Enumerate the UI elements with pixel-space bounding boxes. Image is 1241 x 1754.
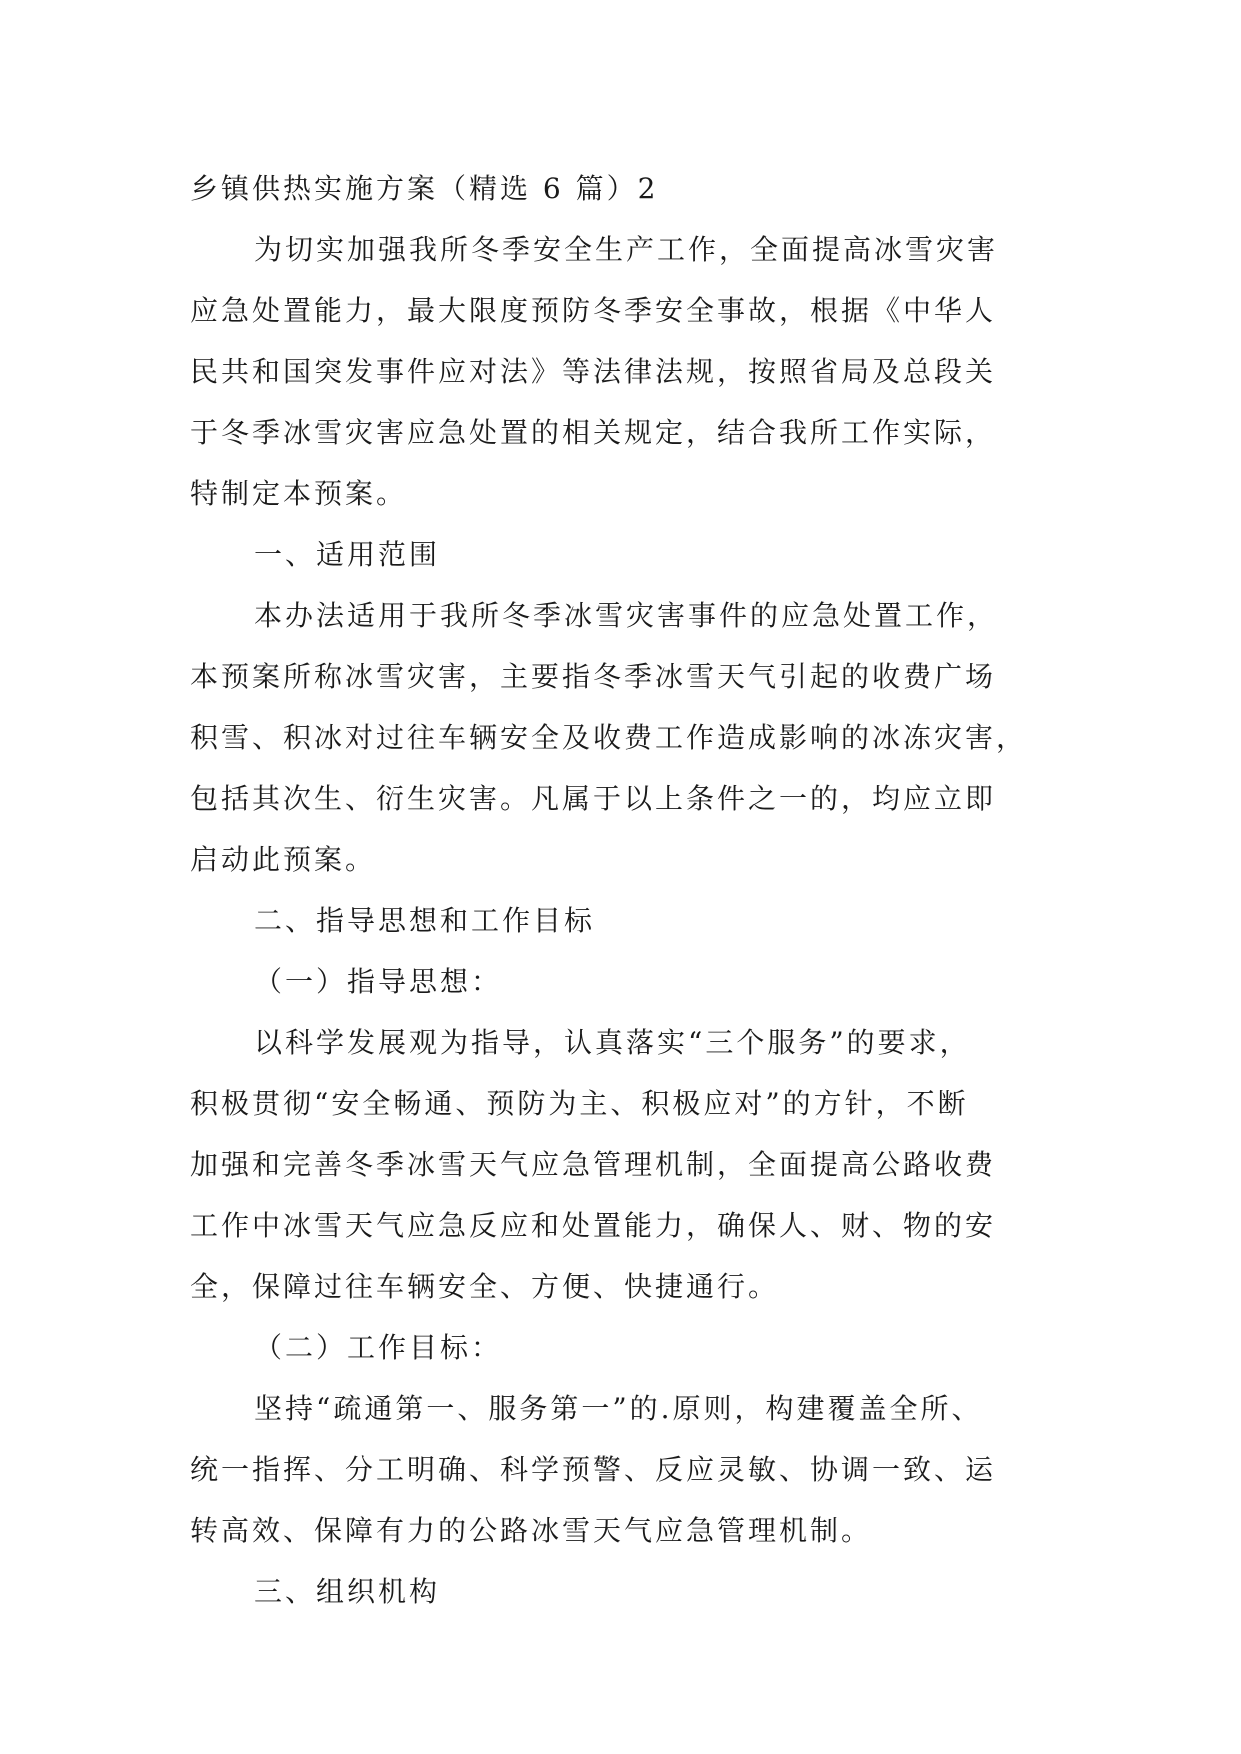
section-heading: 二、指导思想和工作目标 <box>254 904 596 937</box>
paragraph-line: 积雪、积冰对过往车辆安全及收费工作造成影响的冰冻灾害， <box>190 721 1028 754</box>
paragraph-line: 加强和完善冬季冰雪天气应急管理机制，全面提高公路收费 <box>190 1148 997 1181</box>
paragraph-line: 为切实加强我所冬季安全生产工作，全面提高冰雪灾害 <box>254 233 999 266</box>
section-heading: 一、适用范围 <box>254 538 441 571</box>
paragraph-line: 工作中冰雪天气应急反应和处置能力，确保人、财、物的安 <box>190 1209 997 1242</box>
section-heading: 三、组织机构 <box>254 1575 441 1608</box>
subsection-heading: （二）工作目标： <box>254 1331 503 1364</box>
paragraph-line: 于冬季冰雪灾害应急处置的相关规定，结合我所工作实际， <box>190 416 997 449</box>
paragraph-line: 本办法适用于我所冬季冰雪灾害事件的应急处置工作， <box>254 599 999 632</box>
paragraph-line: 全，保障过往车辆安全、方便、快捷通行。 <box>190 1270 780 1303</box>
paragraph-line: 转高效、保障有力的公路冰雪天气应急管理机制。 <box>190 1514 873 1547</box>
paragraph-line: 包括其次生、衍生灾害。凡属于以上条件之一的，均应立即 <box>190 782 997 815</box>
paragraph-line: 民共和国突发事件应对法》等法律法规，按照省局及总段关 <box>190 355 997 388</box>
document-body <box>190 158 1060 1622</box>
paragraph-line: 以科学发展观为指导，认真落实“三个服务”的要求， <box>254 1026 971 1059</box>
document-title: 乡镇供热实施方案（精选 6 篇）2 <box>190 172 659 205</box>
paragraph-line: 启动此预案。 <box>190 843 377 876</box>
paragraph-line: 统一指挥、分工明确、科学预警、反应灵敏、协调一致、运 <box>190 1453 997 1486</box>
paragraph-line: 积极贯彻“安全畅通、预防为主、积极应对”的方针，不断 <box>190 1087 969 1120</box>
paragraph-line: 本预案所称冰雪灾害，主要指冬季冰雪天气引起的收费广场 <box>190 660 997 693</box>
subsection-heading: （一）指导思想： <box>254 965 503 998</box>
paragraph-line: 坚持“疏通第一、服务第一”的.原则，构建覆盖全所、 <box>254 1392 983 1425</box>
paragraph-line: 应急处置能力，最大限度预防冬季安全事故，根据《中华人 <box>190 294 997 327</box>
paragraph-line: 特制定本预案。 <box>190 477 408 510</box>
